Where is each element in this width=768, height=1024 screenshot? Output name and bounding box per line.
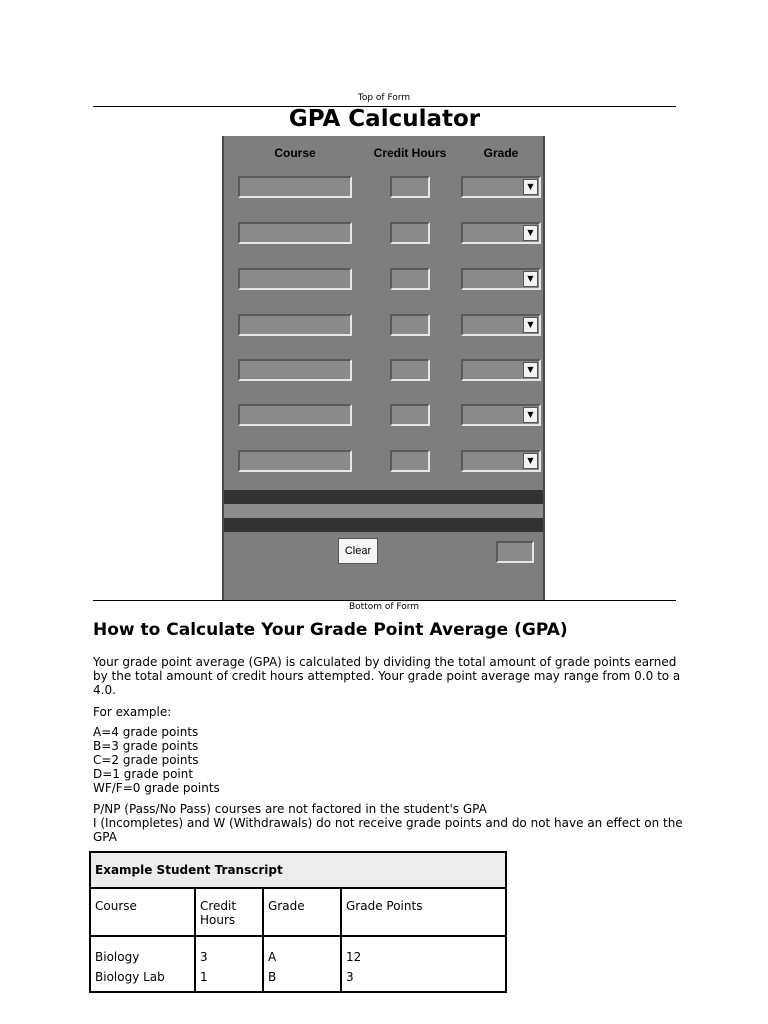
- chevron-down-icon[interactable]: ▼: [523, 362, 538, 378]
- page-title: GPA Calculator: [288, 106, 481, 132]
- list-item: WF/F=0 grade points: [93, 781, 220, 795]
- list-item: D=1 grade point: [93, 767, 194, 781]
- bottom-divider: [93, 600, 676, 601]
- section-heading: How to Calculate Your Grade Point Average (GPA): [93, 620, 568, 640]
- top-of-form-label: Top of Form: [357, 93, 411, 103]
- table-title: Example Student Transcript: [90, 852, 506, 888]
- grade-select[interactable]: [461, 222, 541, 244]
- grade-select[interactable]: [461, 404, 541, 426]
- example-label: For example:: [93, 705, 172, 719]
- list-item: B=3 grade points: [93, 739, 199, 753]
- grade-scale-list: [93, 725, 683, 795]
- credit-hours-input[interactable]: [390, 359, 430, 381]
- result-band-dark: [224, 518, 543, 532]
- grade-select[interactable]: [461, 268, 541, 290]
- course-row: [224, 450, 543, 472]
- course-row: [224, 314, 543, 336]
- transcript-table: [89, 851, 507, 993]
- cell-credit: 3: [200, 950, 208, 964]
- clear-button[interactable]: Clear: [338, 538, 378, 564]
- table-row: [90, 936, 506, 992]
- grade-select[interactable]: [461, 314, 541, 336]
- column-header-grade: Grade: [483, 146, 519, 160]
- course-name-input[interactable]: [238, 314, 352, 336]
- credit-hours-input[interactable]: [390, 314, 430, 336]
- cell-course: Biology Lab: [95, 970, 165, 984]
- notes: [93, 802, 683, 844]
- credit-hours-input[interactable]: [390, 404, 430, 426]
- column-header-credit-hours: Credit Hours: [373, 146, 447, 160]
- course-row: [224, 176, 543, 198]
- note-pass-no-pass: P/NP (Pass/No Pass) courses are not factored in the student's GPA: [93, 802, 487, 816]
- course-name-input[interactable]: [238, 222, 352, 244]
- credit-hours-input[interactable]: [390, 176, 430, 198]
- chevron-down-icon[interactable]: ▼: [523, 271, 538, 287]
- credit-hours-input[interactable]: [390, 450, 430, 472]
- chevron-down-icon[interactable]: ▼: [523, 317, 538, 333]
- cell-grade: B: [268, 970, 277, 984]
- header-credit-hours: Credit Hours: [195, 888, 263, 936]
- course-row: [224, 359, 543, 381]
- course-row: [224, 404, 543, 426]
- cell-grade-points: 3: [346, 970, 354, 984]
- credit-hours-input[interactable]: [390, 268, 430, 290]
- course-name-input[interactable]: [238, 176, 352, 198]
- grade-select[interactable]: [461, 176, 541, 198]
- grade-select[interactable]: [461, 359, 541, 381]
- list-item: A=4 grade points: [93, 725, 199, 739]
- list-item: C=2 grade points: [93, 753, 199, 767]
- cell-grade: A: [268, 950, 277, 964]
- chevron-down-icon[interactable]: ▼: [523, 453, 538, 469]
- course-name-input[interactable]: [238, 268, 352, 290]
- result-band-dark: [224, 490, 543, 504]
- table-header-row: [90, 888, 506, 936]
- course-name-input[interactable]: [238, 359, 352, 381]
- course-name-input[interactable]: [238, 450, 352, 472]
- course-row: [224, 222, 543, 244]
- course-name-input[interactable]: [238, 404, 352, 426]
- gpa-calculator-panel: [222, 136, 545, 600]
- cell-credit: 1: [200, 970, 208, 984]
- bottom-of-form-label: Bottom of Form: [348, 602, 420, 612]
- result-band: [224, 504, 543, 518]
- grade-select[interactable]: [461, 450, 541, 472]
- note-incompletes: I (Incompletes) and W (Withdrawals) do not receive grade points and do not have an effect on the GPA: [93, 816, 683, 844]
- chevron-down-icon[interactable]: ▼: [523, 179, 538, 195]
- table-title-row: [90, 852, 506, 888]
- column-header-course: Course: [274, 146, 316, 160]
- gpa-result-field[interactable]: [496, 541, 534, 563]
- intro-paragraph: Your grade point average (GPA) is calculated by dividing the total amount of grade points earned by the total amount of credit hours attempted. Your grade point average may range from 0.0 to a 4.0.: [93, 655, 681, 697]
- cell-grade-points: 12: [346, 950, 362, 964]
- chevron-down-icon[interactable]: ▼: [523, 407, 538, 423]
- cell-course: Biology: [95, 950, 140, 964]
- course-row: [224, 268, 543, 290]
- chevron-down-icon[interactable]: ▼: [523, 225, 538, 241]
- header-grade: Grade: [263, 888, 341, 936]
- header-course: Course: [90, 888, 195, 936]
- header-grade-points: Grade Points: [341, 888, 506, 936]
- credit-hours-input[interactable]: [390, 222, 430, 244]
